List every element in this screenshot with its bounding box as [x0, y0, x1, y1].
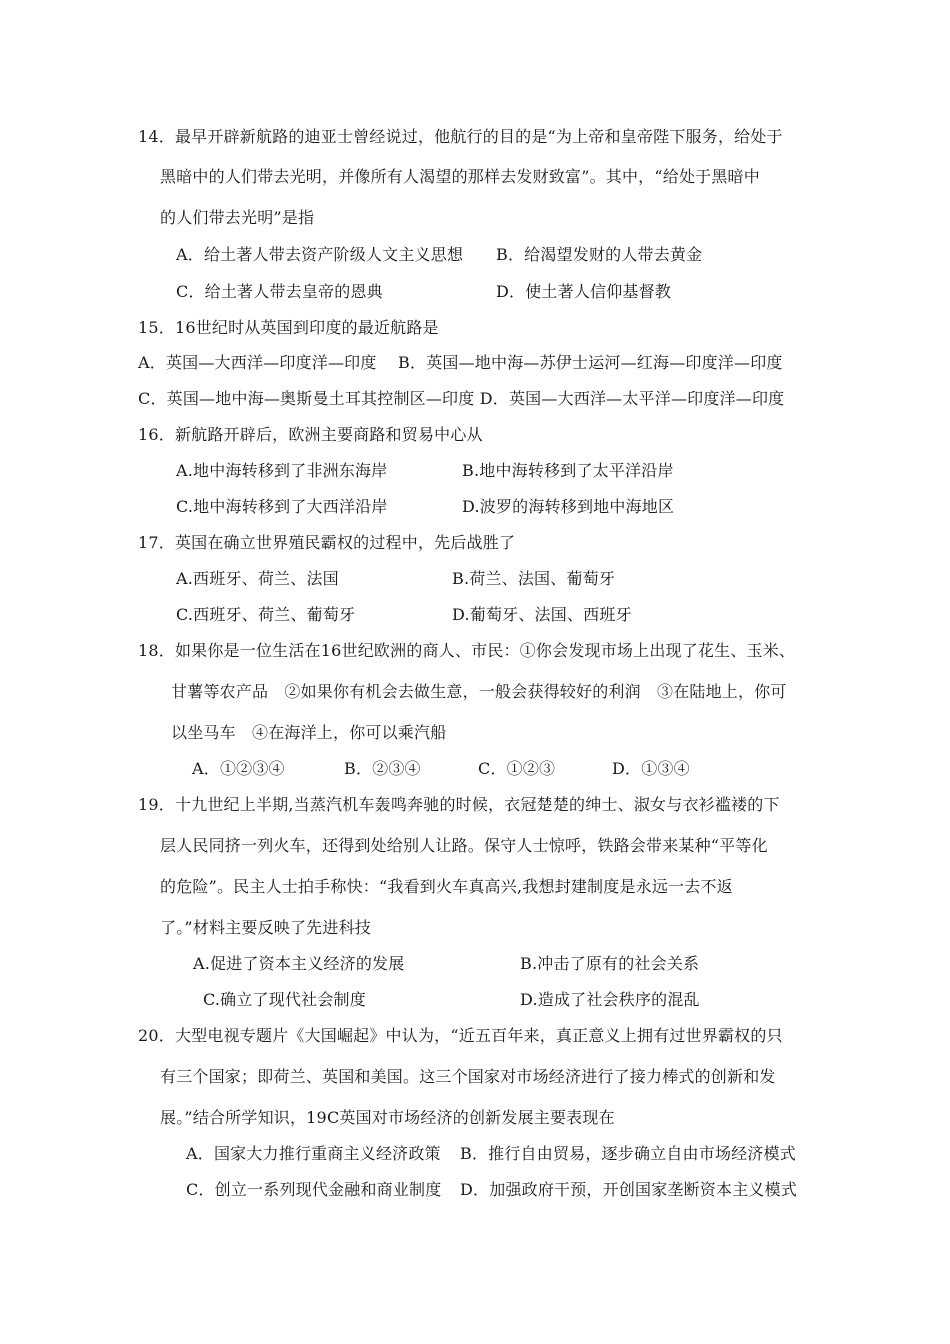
- q20-option-a: A．国家大力推行重商主义经济政策: [186, 1144, 441, 1163]
- q18-stem-line3: 以坐马车 ④在海洋上，你可以乘汽船: [171, 723, 447, 742]
- q16-option-a: A.地中海转移到了非洲东海岸: [176, 461, 388, 480]
- q17-stem: 17．英国在确立世界殖民霸权的过程中，先后战胜了: [138, 533, 516, 552]
- q16-stem: 16．新航路开辟后，欧洲主要商路和贸易中心从: [138, 425, 483, 444]
- q20-option-d: D．加强政府干预，开创国家垄断资本主义模式: [460, 1180, 798, 1199]
- q14-option-b: B．给渴望发财的人带去黄金: [496, 245, 703, 264]
- q14-option-d: D．使土著人信仰基督教: [496, 282, 672, 301]
- q14-stem-line1: 14．最早开辟新航路的迪亚士曾经说过，他航行的目的是“为上帝和皇帝陛下服务，给处于: [138, 127, 783, 146]
- q18-option-a: A．①②③④: [192, 759, 285, 778]
- q19-stem-line4: 了。”材料主要反映了先进科技: [160, 918, 371, 937]
- q19-stem-line3: 的危险”。民主人士拍手称快：“我看到火车真高兴,我想封建制度是永远一去不返: [160, 877, 733, 896]
- q18-option-c: C．①②③: [478, 759, 556, 778]
- q19-option-c: C.确立了现代社会制度: [203, 990, 366, 1009]
- q16-option-c: C.地中海转移到了大西洋沿岸: [176, 497, 388, 516]
- q14-option-c: C．给土著人带去皇帝的恩典: [176, 282, 383, 301]
- q17-option-b: B.荷兰、法国、葡萄牙: [452, 569, 616, 588]
- q15-options-ab: A．英国—大西洋—印度洋—印度 B．英国—地中海—苏伊士运河—红海—印度洋—印度: [138, 353, 783, 372]
- q17-option-d: D.葡萄牙、法国、西班牙: [452, 605, 632, 624]
- q18-stem-line2: 甘薯等农产品 ②如果你有机会去做生意，一般会获得较好的利润 ③在陆地上，你可: [171, 682, 787, 701]
- q15-stem: 15．16世纪时从英国到印度的最近航路是: [138, 318, 439, 337]
- q20-stem-line2: 有三个国家；即荷兰、英国和美国。这三个国家对市场经济进行了接力棒式的创新和发: [160, 1067, 776, 1086]
- q18-stem-line1: 18．如果你是一位生活在16世纪欧洲的商人、市民：①你会发现市场上出现了花生、玉米、: [138, 641, 796, 660]
- q20-stem-line3: 展。”结合所学知识，19C英国对市场经济的创新发展主要表现在: [160, 1108, 615, 1127]
- q20-option-b: B．推行自由贸易，逐步确立自由市场经济模式: [460, 1144, 796, 1163]
- q20-stem-line1: 20．大型电视专题片《大国崛起》中认为，“近五百年来，真正意义上拥有过世界霸权的只: [138, 1026, 783, 1045]
- q19-stem-line1: 19．十九世纪上半期,当蒸汽机车轰鸣奔驰的时候，衣冠楚楚的绅士、淑女与衣衫褴褛的下: [138, 795, 780, 814]
- q17-option-a: A.西班牙、荷兰、法国: [176, 569, 339, 588]
- q19-stem-line2: 层人民同挤一列火车，还得到处给别人让路。保守人士惊呼，铁路会带来某种“平等化: [160, 836, 768, 855]
- q19-option-d: D.造成了社会秩序的混乱: [520, 990, 700, 1009]
- q15-options-cd: C．英国—地中海—奥斯曼土耳其控制区—印度 D．英国—大西洋—太平洋—印度洋—印度: [138, 389, 785, 408]
- q17-option-c: C.西班牙、荷兰、葡萄牙: [176, 605, 356, 624]
- q18-option-d: D．①③④: [612, 759, 690, 778]
- q14-option-a: A．给土著人带去资产阶级人文主义思想: [176, 245, 464, 264]
- q16-option-d: D.波罗的海转移到地中海地区: [462, 497, 675, 516]
- q19-option-b: B.冲击了原有的社会关系: [520, 954, 700, 973]
- q20-option-c: C．创立一系列现代金融和商业制度: [186, 1180, 442, 1199]
- q18-option-b: B．②③④: [344, 759, 421, 778]
- q14-stem-line2: 黑暗中的人们带去光明，并像所有人渴望的那样去发财致富”。其中，“给处于黑暗中: [160, 167, 760, 186]
- q16-option-b: B.地中海转移到了太平洋沿岸: [462, 461, 674, 480]
- q19-option-a: A.促进了资本主义经济的发展: [193, 954, 405, 973]
- q14-stem-line3: 的人们带去光明”是指: [160, 208, 315, 227]
